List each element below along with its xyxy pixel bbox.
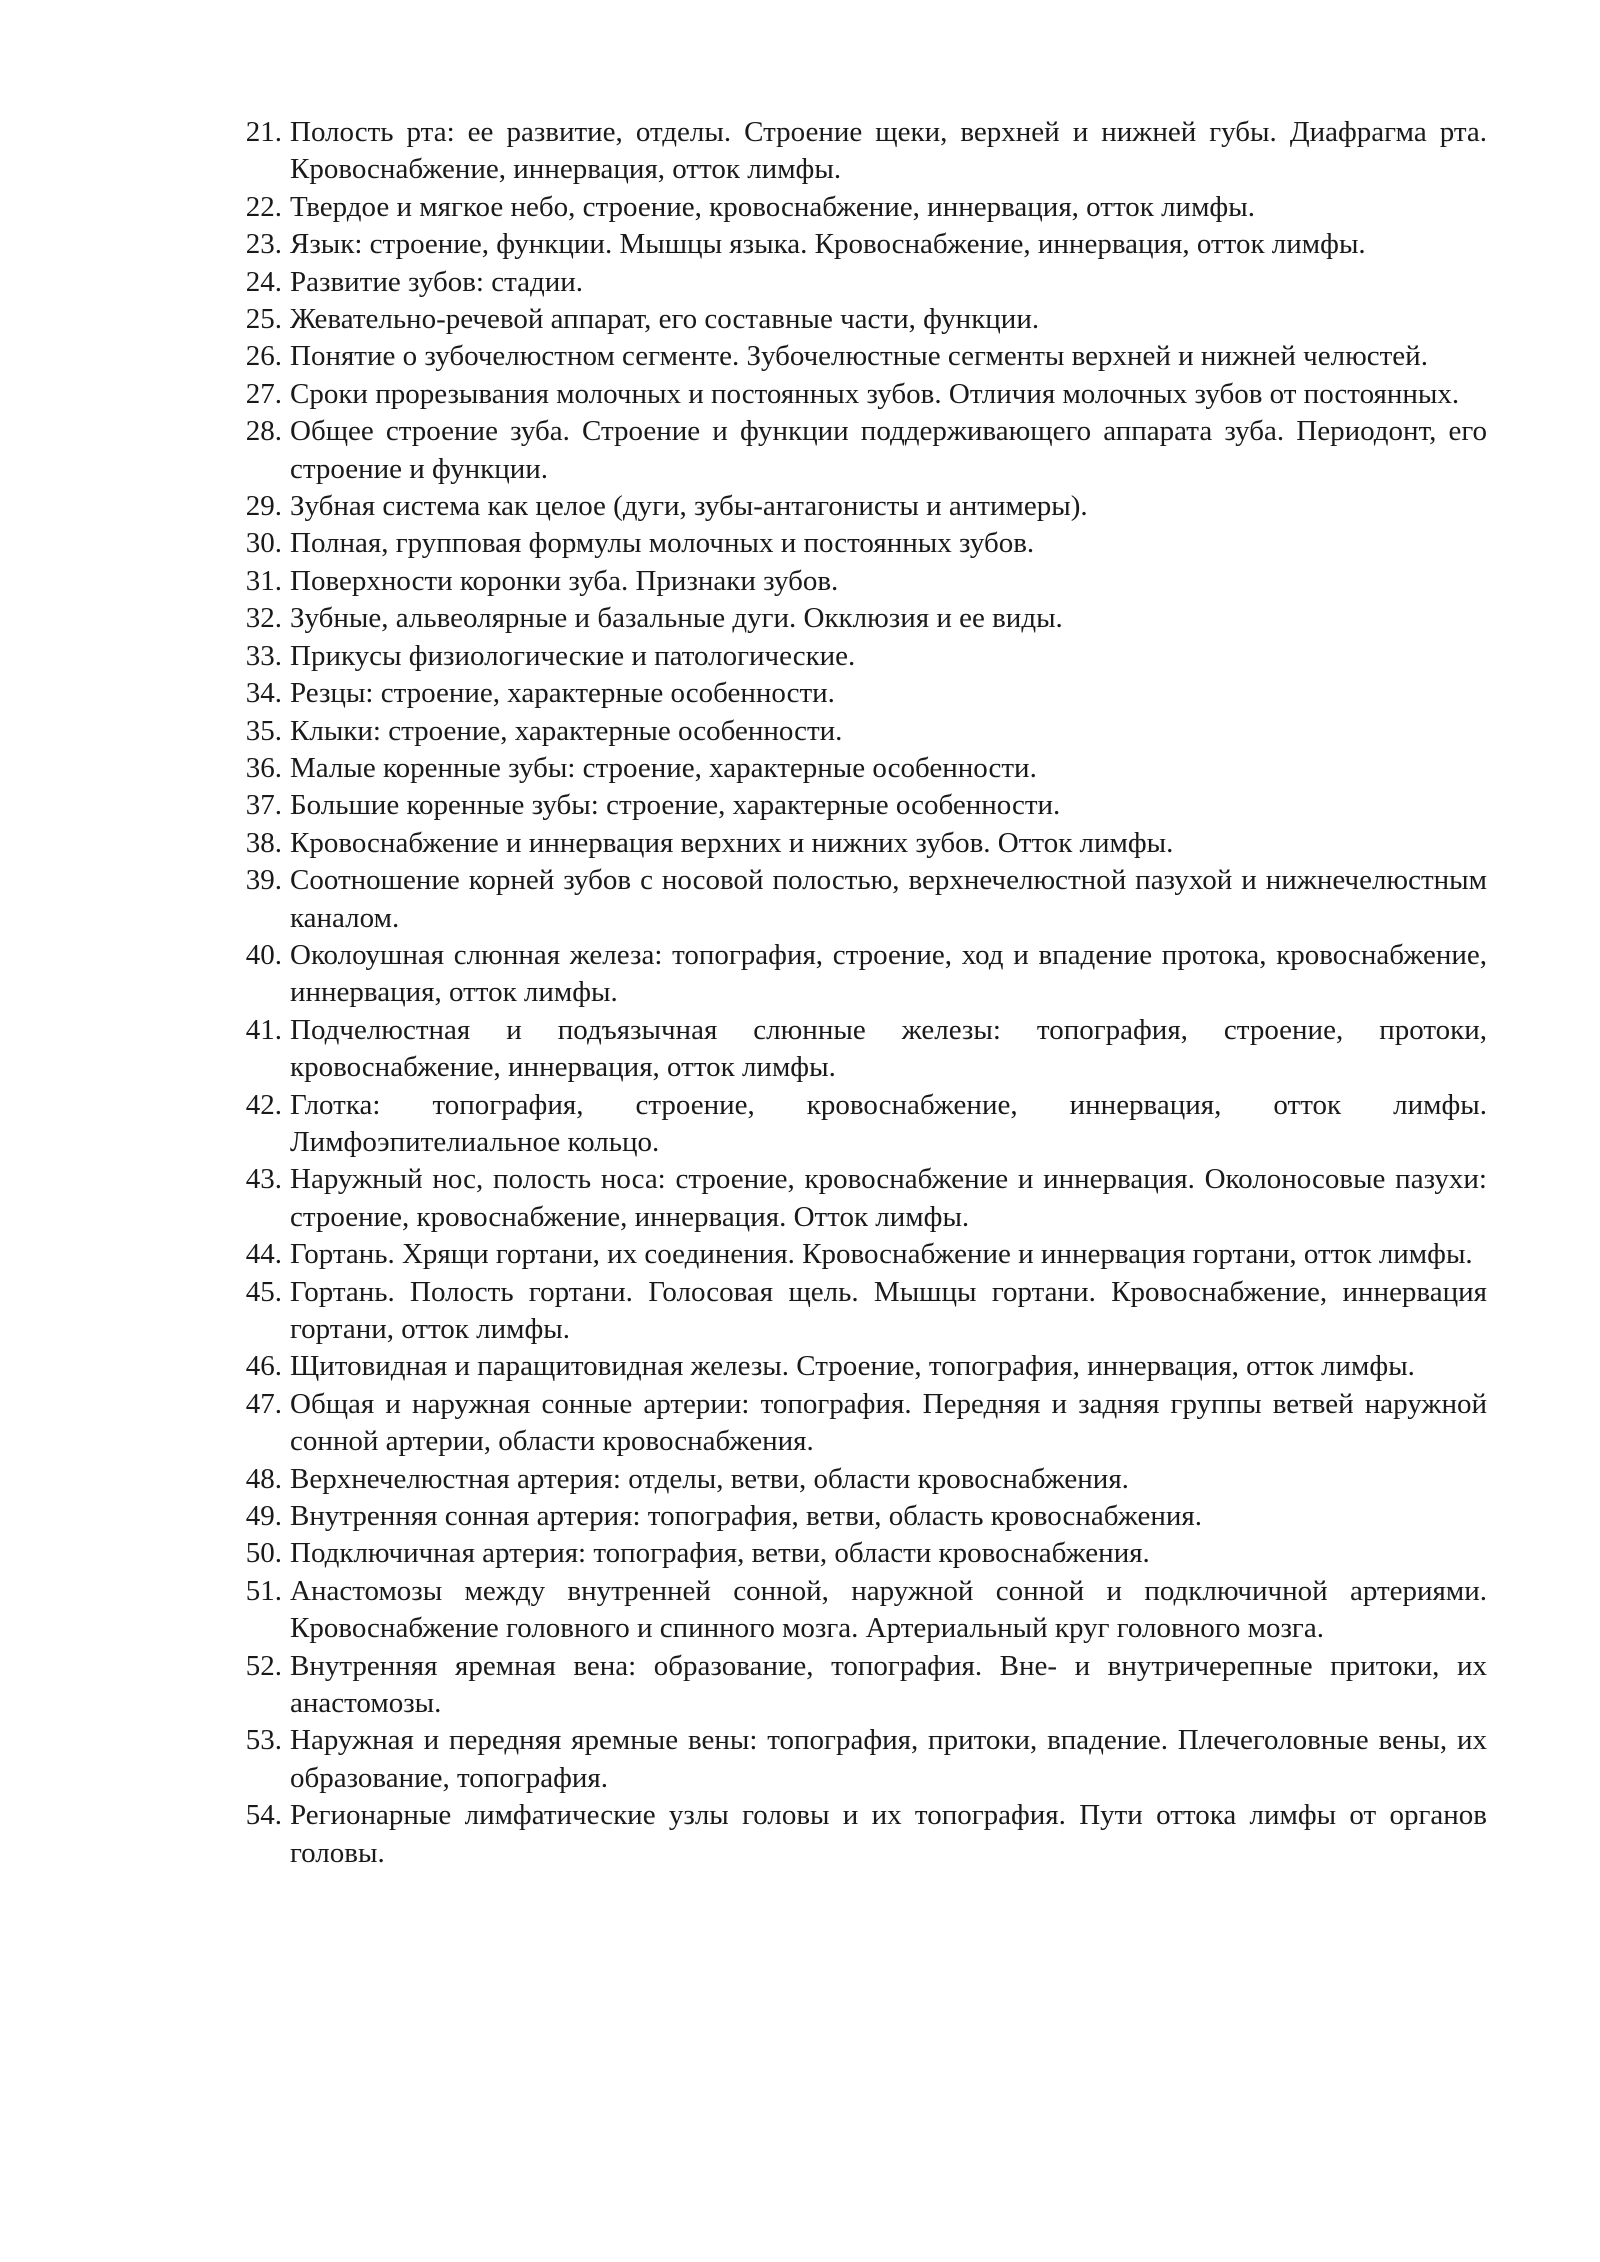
question-number: 31. (245, 564, 282, 597)
question-text: Щитовидная и паращитовидная железы. Строение, топография, иннервация, отток лимфы. (290, 1350, 1415, 1383)
question-item (230, 1236, 1487, 1273)
question-item (230, 264, 1487, 301)
question-text: Клыки: строение, характерные особенности. (290, 714, 843, 747)
question-number: 28. (245, 415, 282, 448)
question-item (230, 1386, 1487, 1461)
question-item (230, 1087, 1487, 1162)
question-number: 49. (245, 1500, 282, 1533)
question-text: Подключичная артерия: топография, ветви, области кровоснабжения. (290, 1537, 1150, 1570)
question-text: Подчелюстная и подъязычная слюнные железы: топография, строение, протоки, кровоснабжение, иннервация, отток лимфы. (290, 1013, 1487, 1084)
question-item (230, 1573, 1487, 1648)
question-number: 48. (245, 1462, 282, 1495)
question-item (230, 1274, 1487, 1349)
question-item (230, 787, 1487, 824)
question-number: 54. (245, 1799, 282, 1832)
question-text: Верхнечелюстная артерия: отделы, ветви, области кровоснабжения. (290, 1462, 1129, 1495)
question-number: 27. (245, 377, 282, 410)
question-item (230, 1535, 1487, 1572)
question-item (230, 413, 1487, 488)
question-number: 51. (245, 1574, 282, 1607)
question-item (230, 226, 1487, 263)
question-text: Соотношение корней зубов с носовой полостью, верхнечелюстной пазухой и нижнечелюстным каналом. (290, 864, 1487, 934)
question-item (230, 1648, 1487, 1723)
question-item (230, 563, 1487, 600)
question-text: Развитие зубов: стадии. (290, 265, 584, 298)
question-text: Большие коренные зубы: строение, характерные особенности. (290, 789, 1061, 822)
question-number: 50. (245, 1537, 282, 1570)
question-number: 26. (245, 340, 282, 373)
question-text: Гортань. Хрящи гортани, их соединения. Кровоснабжение и иннервация гортани, отток лимфы. (290, 1238, 1473, 1271)
question-number: 45. (245, 1275, 282, 1308)
question-item (230, 750, 1487, 787)
question-number: 53. (245, 1724, 282, 1757)
question-item (230, 376, 1487, 413)
question-text: Гортань. Полость гортани. Голосовая щель. Мышцы гортани. Кровоснабжение, иннервация гортани, отток лимфы. (290, 1275, 1487, 1345)
question-text: Общее строение зуба. Строение и функции поддерживающего аппарата зуба. Периодонт, его строение и функции. (290, 415, 1487, 485)
question-text: Общая и наружная сонные артерии: топография. Передняя и задняя группы ветвей наружной сонной артерии, области кровоснабжения. (290, 1387, 1487, 1458)
question-text: Поверхности коронки зуба. Признаки зубов. (290, 564, 839, 597)
question-text: Прикусы физиологические и патологические. (290, 639, 856, 672)
question-text: Понятие о зубочелюстном сегменте. Зубочелюстные сегменты верхней и нижней челюстей. (290, 340, 1428, 373)
question-text: Наружная и передняя яремные вены: топография, притоки, впадение. Плечеголовные вены, их образование, топография. (290, 1724, 1487, 1794)
question-item (230, 525, 1487, 562)
question-text: Анастомозы между внутренней сонной, наружной сонной и подключичной артериями. Кровоснабжение головного и спинного мозга. Артериальный круг головного мозга. (290, 1574, 1487, 1645)
question-item (230, 488, 1487, 525)
question-number: 29. (245, 490, 282, 523)
question-number: 42. (245, 1088, 282, 1121)
question-text: Малые коренные зубы: строение, характерные особенности. (290, 751, 1037, 784)
question-item (230, 1797, 1487, 1872)
question-text: Околоушная слюнная железа: топография, строение, ход и впадение протока, кровоснабжение, иннервация, отток лимфы. (290, 938, 1487, 1009)
question-number: 47. (245, 1387, 282, 1420)
question-text: Резцы: строение, характерные особенности. (290, 677, 835, 710)
question-text: Регионарные лимфатические узлы головы и их топография. Пути оттока лимфы от органов головы. (290, 1799, 1487, 1869)
question-item (230, 937, 1487, 1012)
question-number: 35. (245, 714, 282, 747)
question-number: 46. (245, 1350, 282, 1383)
question-number: 30. (245, 527, 282, 560)
question-text: Жевательно-речевой аппарат, его составные части, функции. (290, 303, 1040, 336)
question-item (230, 600, 1487, 637)
question-number: 23. (245, 228, 282, 261)
question-number: 52. (245, 1649, 282, 1682)
question-text: Полная, групповая формулы молочных и постоянных зубов. (290, 527, 1035, 560)
question-number: 24. (245, 265, 282, 298)
question-number: 22. (245, 190, 282, 223)
question-number: 41. (245, 1013, 282, 1046)
question-text: Кровоснабжение и иннервация верхних и нижних зубов. Отток лимфы. (290, 826, 1174, 859)
question-number: 36. (245, 751, 282, 784)
question-item (230, 862, 1487, 937)
question-item (230, 1348, 1487, 1385)
question-number: 25. (245, 303, 282, 336)
question-number: 40. (245, 938, 282, 971)
question-item (230, 114, 1487, 189)
question-number: 43. (245, 1163, 282, 1196)
question-number: 37. (245, 789, 282, 822)
question-item (230, 189, 1487, 226)
question-item (230, 301, 1487, 338)
question-item (230, 638, 1487, 675)
question-list (230, 114, 1487, 1872)
question-text: Глотка: топография, строение, кровоснабжение, иннервация, отток лимфы. Лимфоэпителиальное кольцо. (290, 1088, 1487, 1158)
question-number: 21. (245, 116, 282, 148)
question-item (230, 825, 1487, 862)
question-text: Наружный нос, полость носа: строение, кровоснабжение и иннервация. Околоносовые пазухи: строение, кровоснабжение, иннервация. Отток лимфы. (290, 1163, 1487, 1233)
question-number: 39. (245, 864, 282, 897)
question-text: Сроки прорезывания молочных и постоянных зубов. Отличия молочных зубов от постоянных. (290, 377, 1460, 410)
question-text: Язык: строение, функции. Мышцы языка. Кровоснабжение, иннервация, отток лимфы. (290, 228, 1366, 261)
question-item (230, 338, 1487, 375)
question-item (230, 1498, 1487, 1535)
question-number: 38. (245, 826, 282, 859)
question-item (230, 1461, 1487, 1498)
question-item (230, 1161, 1487, 1236)
question-item (230, 1012, 1487, 1087)
question-text: Полость рта: ее развитие, отделы. Строение щеки, верхней и нижней губы. Диафрагма рта. Кровоснабжение, иннервация, отток лимфы. (290, 116, 1487, 186)
question-number: 34. (245, 677, 282, 710)
question-text: Зубная система как целое (дуги, зубы-антагонисты и антимеры). (290, 490, 1088, 523)
question-item (230, 1722, 1487, 1797)
question-item (230, 713, 1487, 750)
question-text: Внутренняя яремная вена: образование, топография. Вне- и внутричерепные притоки, их анастомозы. (290, 1649, 1487, 1720)
question-text: Зубные, альвеолярные и базальные дуги. Окклюзия и ее виды. (290, 602, 1063, 635)
question-number: 44. (245, 1238, 282, 1271)
question-text: Твердое и мягкое небо, строение, кровоснабжение, иннервация, отток лимфы. (290, 190, 1255, 223)
question-item (230, 675, 1487, 712)
question-text: Внутренняя сонная артерия: топография, ветви, область кровоснабжения. (290, 1500, 1202, 1533)
question-number: 32. (245, 602, 282, 635)
question-number: 33. (245, 639, 282, 672)
